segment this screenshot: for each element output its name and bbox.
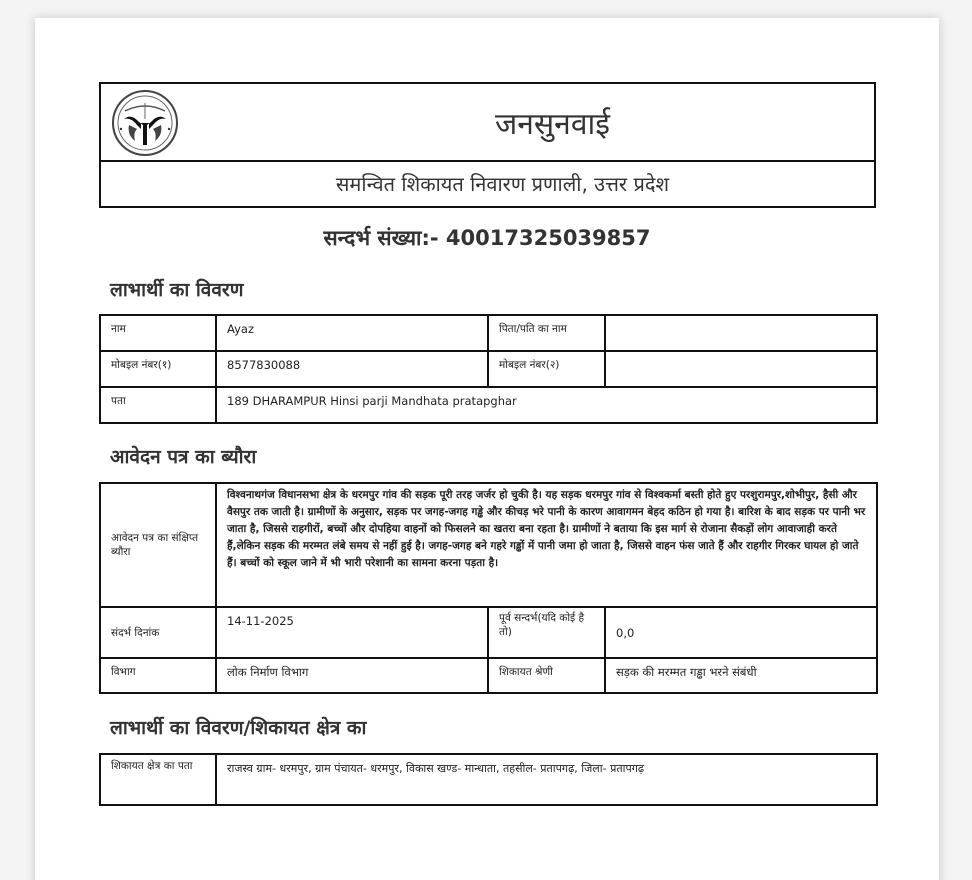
header-box (99, 82, 876, 208)
complaint-category-value: सड़क की मरम्मत गड्ढा भरने संबंधी (605, 658, 877, 693)
header-top (101, 84, 874, 162)
address-value: 189 DHARAMPUR Hinsi parji Mandhata pratapghar (216, 387, 877, 423)
section-title-beneficiary: लाभार्थी का विवरण (110, 279, 244, 301)
mobile2-label: मोबइल नंबर(२) (488, 351, 605, 387)
beneficiary-table (99, 314, 878, 424)
father-name-value (605, 315, 877, 351)
main-title: जनसुनवाई (494, 107, 611, 142)
table-row (100, 483, 877, 607)
mobile1-label: मोबइल नंबर(१) (100, 351, 216, 387)
previous-reference-label: पूर्व सन्दर्भ(यदि कोई है तो) (488, 607, 605, 658)
complaint-area-table (99, 753, 878, 806)
table-row (100, 754, 877, 805)
reference-date-label: संदर्भ दिनांक (100, 607, 216, 658)
application-table (99, 482, 878, 694)
reference-label: सन्दर्भ संख्या:- (323, 226, 439, 250)
summary-value: विश्वनाथगंज विधानसभा क्षेत्र के धरमपुर गांव की सड़क पूरी तरह जर्जर हो चुकी है। यह सड़क धरमपुर गांव से विश्वकर्मा बस्ती होते हुए परशुरामपुर,शोभीपुर, हैसी और वैसपुर तक जाती है। ग्रामीणों के अनुसार, सड़क पर जगह-जगह गड्ढे और कीचड़ भरे पानी के कारण आवागमन बेहद कठिन हो गया है। बारिश के बाद सड़क पर पानी भर जाता है, जिससे राहगीरों, बच्चों और दोपहिया वाहनों को फिसलने का खतरा बना रहता है। ग्रामीणों ने बताया कि इस मार्ग से रोजाना सैकड़ों लोग आवाजाही करते हैं,लेकिन सड़क की मरम्मत लंबे समय से नहीं हुई है। जगह-जगह बने गहरे गड्ढों में पानी जमा हो जाता है, जिससे वाहन फंस जाते हैं और राहगीर गिरकर घायल हो जाते हैं। बच्चों को स्कूल जाने में भी भारी परेशानी का सामना करना पड़ता है। (216, 483, 877, 607)
table-row (100, 607, 877, 658)
address-label: पता (100, 387, 216, 423)
complaint-area-address-value: राजस्व ग्राम- धरमपुर, ग्राम पंचायत- धरमपुर, विकास खण्ड- मान्धाता, तहसील- प्रतापगढ़, जिला- प्रतापगढ़ (216, 754, 877, 805)
table-row (100, 387, 877, 423)
previous-reference-value: 0,0 (605, 607, 877, 658)
document-page (35, 18, 939, 880)
department-value: लोक निर्माण विभाग (216, 658, 488, 693)
table-row (100, 658, 877, 693)
name-value: Ayaz (216, 315, 488, 351)
table-row (100, 351, 877, 387)
name-label: नाम (100, 315, 216, 351)
department-label: विभाग (100, 658, 216, 693)
complaint-category-label: शिकायत श्रेणी (488, 658, 605, 693)
section-title-complaint-area: लाभार्थी का विवरण/शिकायत क्षेत्र का (110, 717, 367, 739)
complaint-area-address-label: शिकायत क्षेत्र का पता (100, 754, 216, 805)
reference-date-value: 14-11-2025 (216, 607, 488, 658)
section-title-application: आवेदन पत्र का ब्यौरा (110, 446, 257, 468)
father-name-label: पिता/पति का नाम (488, 315, 605, 351)
subtitle: समन्वित शिकायत निवारण प्रणाली, उत्तर प्रदेश (335, 172, 670, 196)
mobile2-value (605, 351, 877, 387)
table-row (100, 315, 877, 351)
summary-label: आवेदन पत्र का संक्षिप्त ब्यौरा (100, 483, 216, 607)
mobile1-value: 8577830088 (216, 351, 488, 387)
reference-number: 40017325039857 (445, 226, 651, 250)
reference-number-line (35, 224, 939, 252)
